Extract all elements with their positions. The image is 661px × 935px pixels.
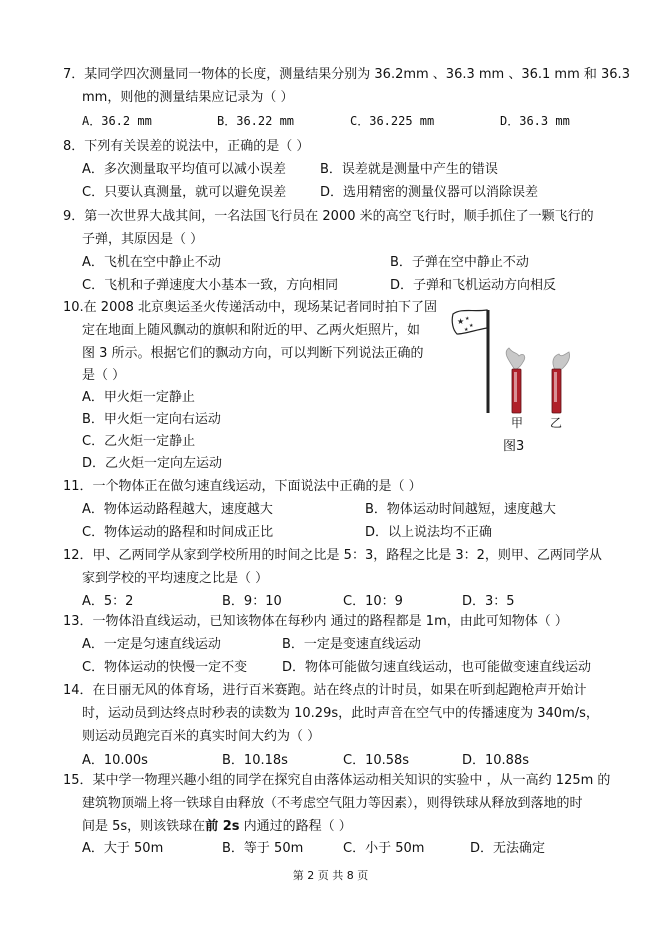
q15-option-c: C．小于 50m (343, 841, 425, 856)
torch-label-jia: 甲 (511, 416, 524, 430)
svg-text:★: ★ (469, 323, 474, 329)
q8-stem: 8．下列有关误差的说法中，正确的是（ ） (63, 139, 310, 154)
q10-option-c: C．乙火炬一定静止 (82, 434, 196, 449)
torch-label-yi: 乙 (550, 416, 563, 430)
svg-text:★: ★ (465, 316, 470, 322)
question-15 (0, 770, 661, 792)
q9-option-c: C．飞机和子弹速度大小基本一致，方向相同 (82, 278, 339, 293)
q13-option-c: C．物体运动的快慢一定不变 (82, 660, 248, 675)
q14-stem-line1: 14．在日丽无风的体育场，进行百米赛跑。站在终点的计时员，如果在听到起跑枪声开始计 (63, 683, 587, 698)
q15-stem-line2: 建筑物顶端上将一铁球自由释放（不考虑空气阻力等因素），则得铁球从释放到落地的时 (82, 796, 583, 811)
torch-yi-icon (552, 352, 570, 413)
q7-stem-line1: 7．某同学四次测量同一物体的长度，测量结果分别为 36.2mm 、36.3 mm 、36.1 mm 和 36.3 (63, 67, 630, 82)
q15-stem-line3-pre: 间是 5s，则该铁球在 (82, 819, 206, 834)
q15-stem-line3-bold: 前 2s (205, 819, 240, 834)
q10-option-b: B．甲火炬一定向右运动 (82, 412, 221, 427)
q13-option-d: D．物体可能做匀速直线运动，也可能做变速直线运动 (282, 660, 592, 675)
q11-option-b: B．物体运动时间越短，速度越大 (365, 502, 556, 517)
question-14 (0, 680, 661, 702)
q13-option-a: A．一定是匀速直线运动 (82, 637, 221, 652)
q12-option-a: A．5：2 (82, 594, 134, 609)
q15-option-d: D．无法确定 (470, 841, 546, 856)
q12-option-c: C．10：9 (343, 594, 403, 609)
question-8 (0, 136, 661, 158)
q9-option-a: A．飞机在空中静止不动 (82, 255, 221, 270)
q7-option-c: C．36.225 mm (350, 114, 435, 128)
q7-option-a: A．36.2 mm (82, 114, 152, 128)
svg-text:★: ★ (457, 317, 465, 326)
question-9 (0, 206, 661, 228)
q10-option-d: D．乙火炬一定向左运动 (82, 456, 223, 471)
q11-stem: 11．一个物体正在做匀速直线运动，下面说法中正确的是（ ） (63, 479, 422, 494)
q9-option-d: D．子弹和飞机运动方向相反 (390, 278, 557, 293)
q14-stem-line2: 时，运动员到达终点时秒表的读数为 10.29s，此时声音在空气中的传播速度为 340m/s， (82, 706, 599, 721)
q10-stem-line4: 是（ ） (82, 368, 126, 383)
q12-option-b: B．9：10 (222, 594, 282, 609)
q9-option-b: B．子弹在空中静止不动 (390, 255, 529, 270)
q11-option-c: C．物体运动的路程和时间成正比 (82, 525, 274, 540)
q8-option-d: D．选用精密的测量仪器可以消除误差 (320, 185, 539, 200)
question-12 (0, 545, 661, 567)
q8-option-a: A．多次测量取平均值可以减小误差 (82, 162, 286, 177)
q9-stem-line2: 子弹，其原因是（ ） (82, 232, 204, 247)
q12-option-d: D．3：5 (462, 594, 515, 609)
q13-option-b: B．一定是变速直线运动 (282, 637, 421, 652)
q7-option-b: B．36.22 mm (217, 114, 295, 128)
q12-stem-line1: 12．甲、乙两同学从家到学校所用的时间之比是 5：3，路程之比是 3：2，则甲、乙两同学从 (63, 548, 602, 563)
q15-option-a: A．大于 50m (82, 841, 164, 856)
page-footer: 第 2 页 共 8 页 (292, 869, 369, 882)
q11-option-a: A．物体运动路程越大，速度越大 (82, 502, 273, 517)
q7-stem-line2: mm，则他的测量结果应记录为（ ） (82, 90, 294, 105)
question-13 (0, 611, 661, 633)
q8-option-b: B．误差就是测量中产生的错误 (320, 162, 498, 177)
q15-stem-line1: 15．某中学一物理兴趣小组的同学在探究自由落体运动相关知识的实验中 ，从一高约 125m 的 (63, 773, 611, 788)
q15-option-b: B．等于 50m (222, 841, 304, 856)
q10-stem-line3: 图 3 所示。根据它们的飘动方向，可以判断下列说法正确的 (82, 346, 424, 361)
q9-stem-line1: 9．第一次世界大战其间，一名法国飞行员在 2000 米的高空飞行时，顺手抓住了一颗飞行的 (63, 209, 594, 224)
figure-3-caption: 图3 (503, 439, 525, 454)
q15-stem-line3 (82, 816, 352, 838)
svg-text:★: ★ (464, 327, 469, 333)
torch-jia-icon (506, 348, 525, 413)
q10-stem-line1: 10.在 2008 北京奥运圣火传递活动中，现场某记者同时拍下了固 (63, 300, 438, 315)
q10-stem-line2: 定在地面上随风飘动的旗帜和附近的甲、乙两火炬照片，如 (82, 323, 421, 338)
q13-stem: 13．一物体沿直线运动，已知该物体在每秒内 通过的路程都是 1m，由此可知物体（ ） (63, 614, 568, 629)
q15-stem-line3-post: 内通过的路程（ ） (239, 819, 352, 834)
q11-option-d: D．以上说法均不正确 (365, 525, 493, 540)
q7-option-d: D．36.3 mm (500, 114, 570, 128)
q14-option-c: C．10.58s (343, 753, 410, 768)
q12-stem-line2: 家到学校的平均速度之比是（ ） (82, 571, 269, 586)
q14-stem-line3: 则运动员跑完百米的真实时间大约为（ ） (82, 729, 321, 744)
q14-option-b: B．10.18s (222, 753, 288, 768)
q8-option-c: C．只要认真测量，就可以避免误差 (82, 185, 287, 200)
q14-option-a: A．10.00s (82, 753, 148, 768)
flag-icon (452, 310, 488, 413)
q14-option-d: D．10.88s (462, 753, 529, 768)
question-11 (0, 476, 661, 498)
q10-option-a: A．甲火炬一定静止 (82, 390, 195, 405)
question-7 (0, 64, 661, 86)
